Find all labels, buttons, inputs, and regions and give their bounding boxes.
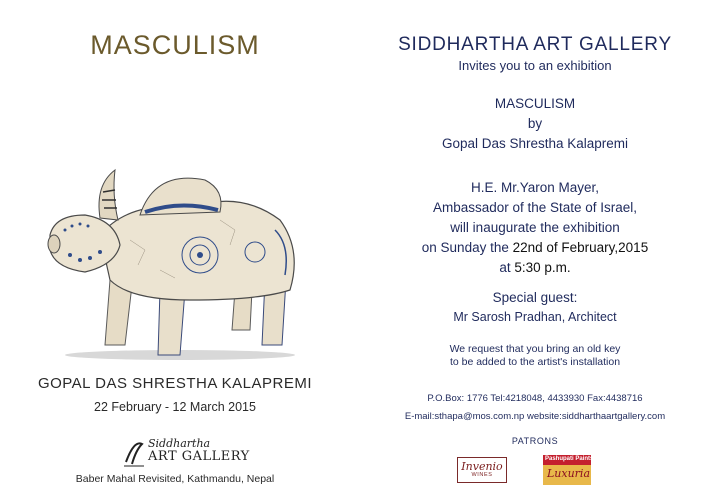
special-guest-name: Mr Sarosh Pradhan, Architect [453,310,617,324]
artist-line: Gopal Das Shrestha Kalapremi [441,136,629,151]
inaugurator-name: H.E. Mr.Yaron Mayer, [470,180,600,195]
ceramic-bull-sculpture [40,160,310,360]
logo-script-text: Siddhartha [148,437,211,450]
siddhartha-logo-mark [120,436,148,468]
special-guest-label: Special guest: [492,290,578,305]
logo-caps-text: ART GALLERY [148,449,250,464]
exhibition-name: MASCULISM [494,96,576,111]
gallery-logo [120,436,250,468]
patron-invenio-name: Invenio [461,460,503,473]
contact-line-2: E-mail:sthapa@mos.com.np website:siddharthaartgallery.com [404,411,666,422]
invite-line: Invites you to an exhibition [458,58,612,73]
patron-logo-invenio [457,457,507,483]
opening-date-line [350,240,720,255]
request-line-2: to be added to the artist's installation [449,356,621,368]
patron-pashupati-brand: Pashupati Paints [545,456,594,462]
artist-name: GOPAL DAS SHRESTHA KALAPREMI [37,375,313,392]
opening-time-line [350,260,720,275]
contact-line-1: P.O.Box: 1776 Tel:4218048, 4433930 Fax:4438716 [427,393,643,404]
exhibition-title: MASCULISM [90,30,260,60]
gallery-name: SIDDHARTHA ART GALLERY [398,34,672,55]
gallery-address: Baber Mahal Revisited, Kathmandu, Nepal [75,473,275,485]
by-text: by [527,116,543,131]
patrons-label: PATRONS [511,436,559,446]
opening-date: 22nd of February,2015 [512,240,649,255]
patron-luxuria-name: Luxuria [547,467,591,480]
request-line-1: We request that you bring an old key [449,343,621,355]
date-prefix: on Sunday the [421,240,513,255]
inaugurator-role: Ambassador of the State of Israel, [432,200,638,215]
patron-invenio-sub: WINES [471,472,493,478]
time-prefix: at [499,260,515,275]
exhibition-dates: 22 February - 12 March 2015 [94,400,256,414]
patron-logo-luxuria [543,455,594,487]
opening-time: 5:30 p.m. [514,260,571,275]
inaugurate-line: will inaugurate the exhibition [450,220,620,235]
